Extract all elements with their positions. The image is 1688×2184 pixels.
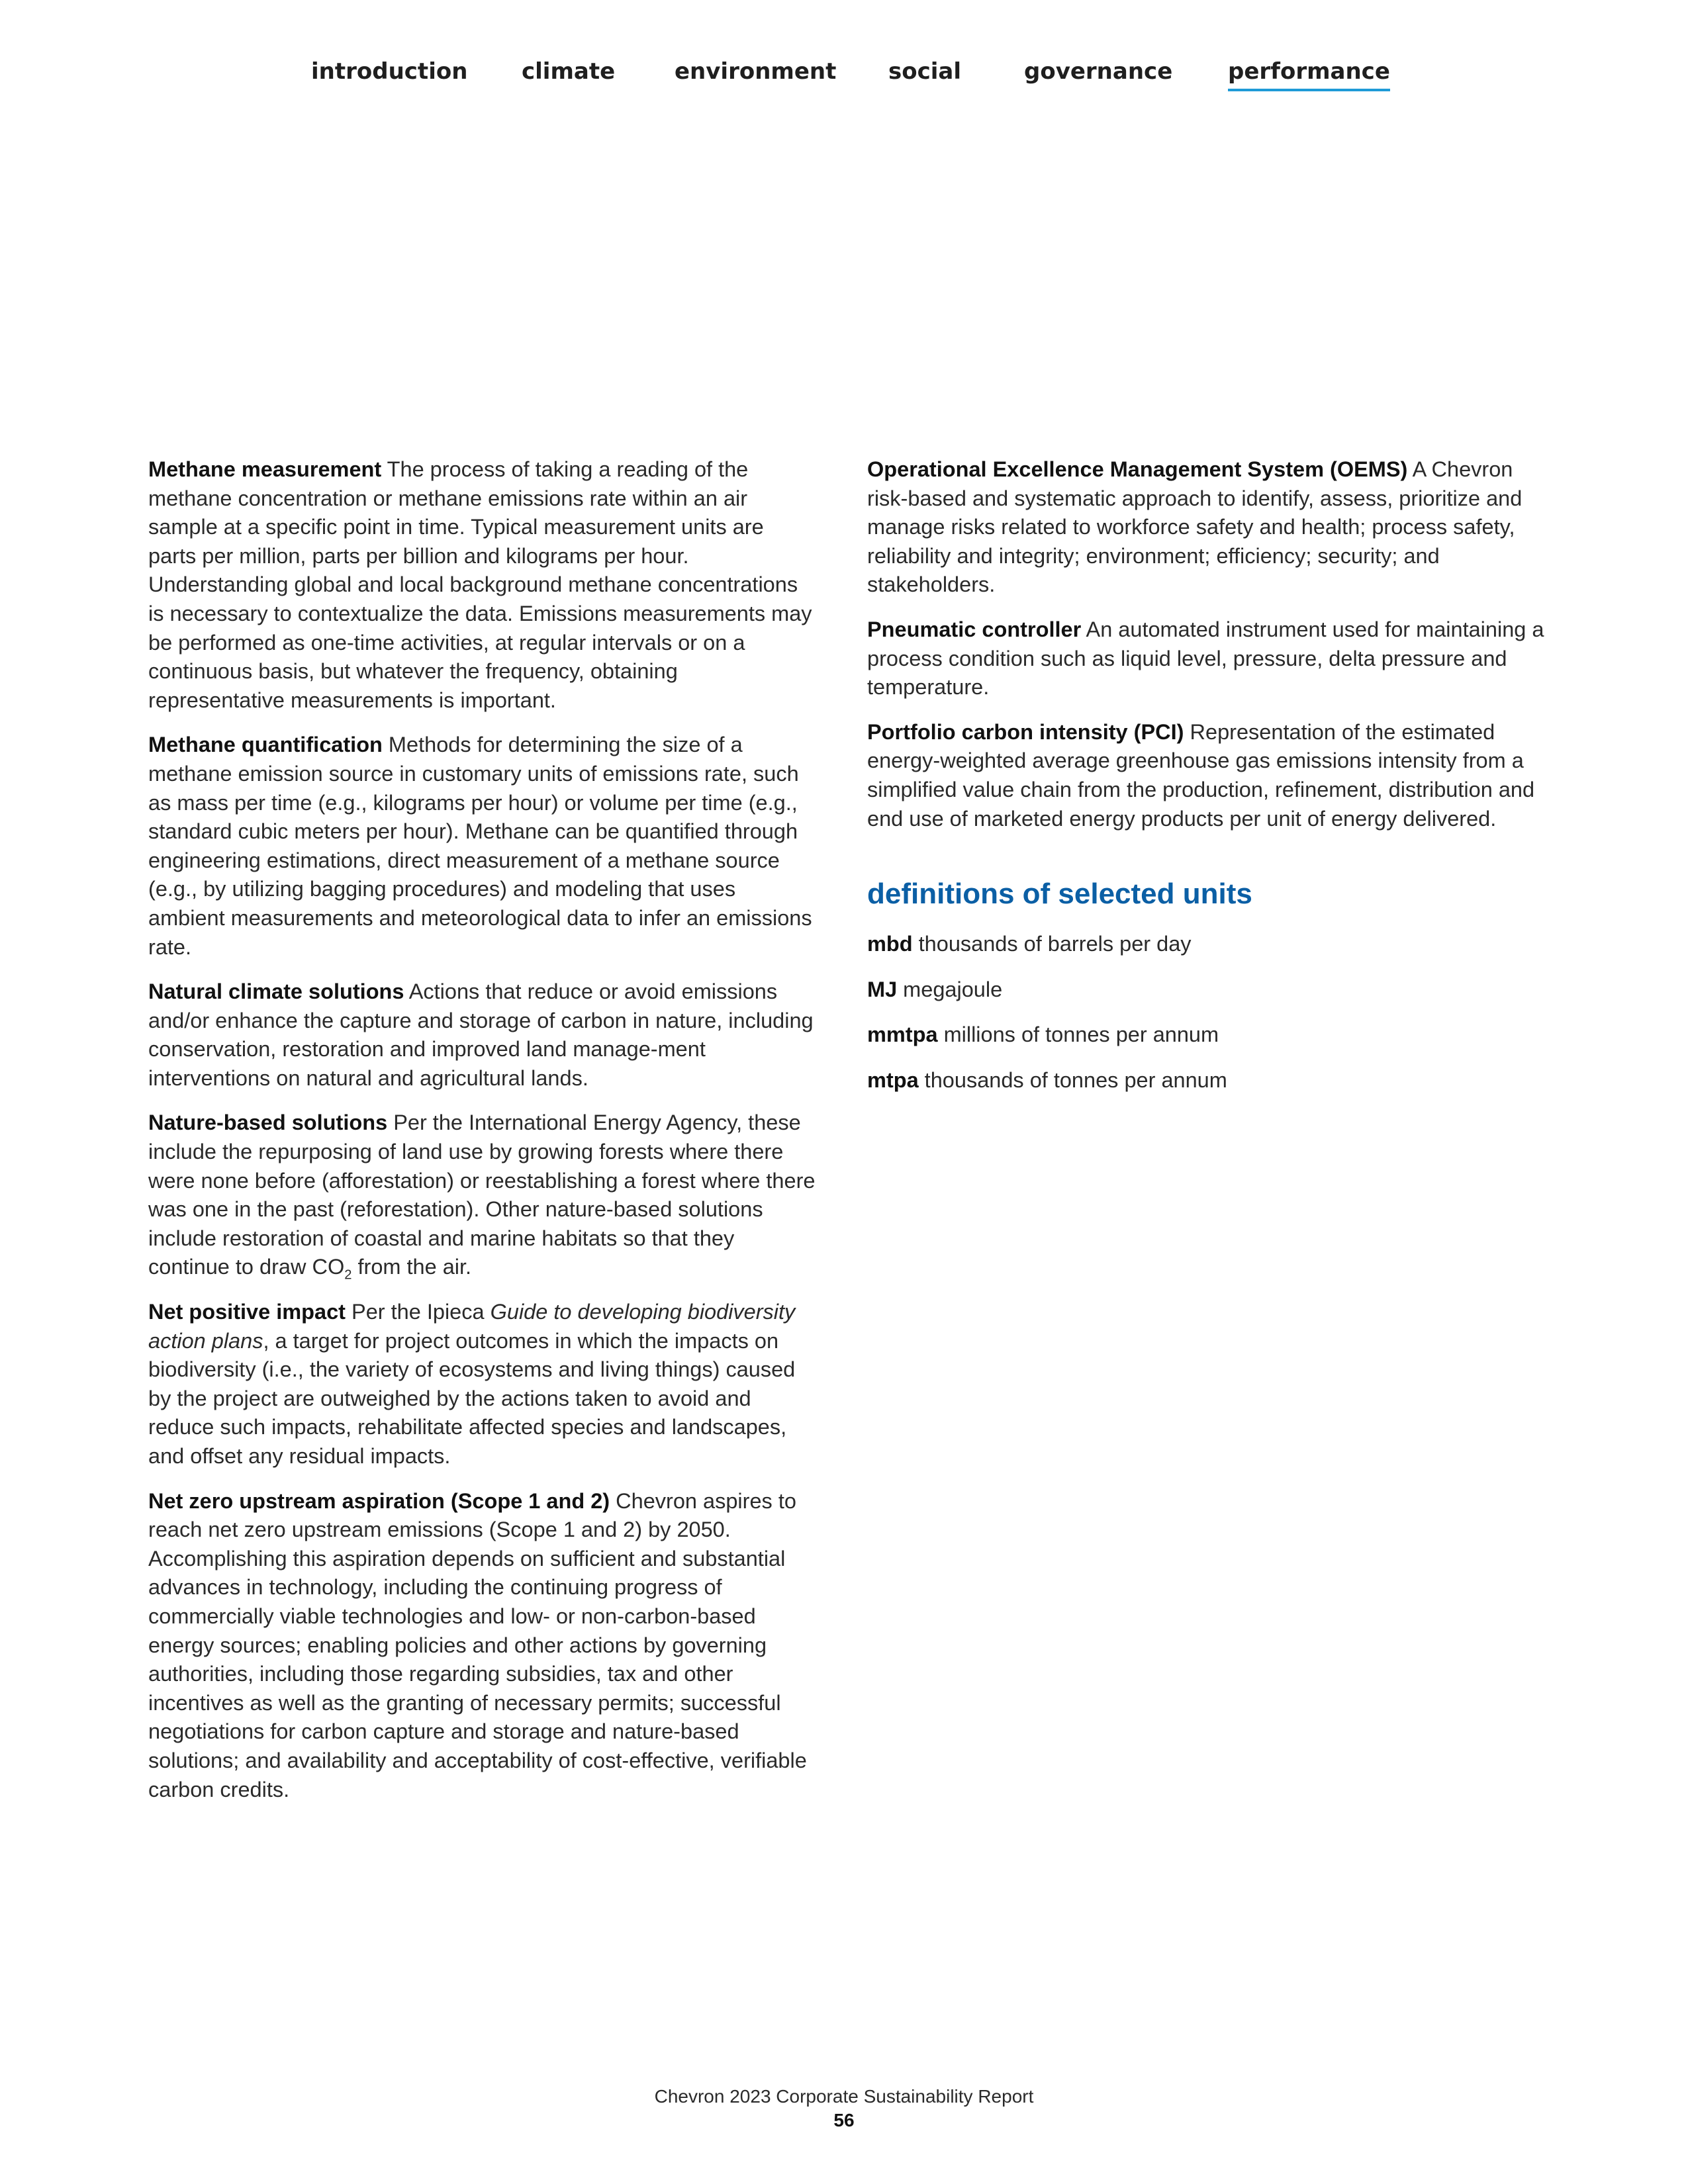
glossary-definition: The process of taking a reading of the methane concentration or methane emissions rate within an air sample at a specific point in time. Typical measurement units are parts per million, parts per billion and kilograms per hour. Understanding global and local background methane concentrations is necessary to contextualize the data. Emissions measurements may be performed as one-time activities, at regular intervals or on a continuous basis, but whatever the frequency, obtaining representative measurements is important. [148, 457, 812, 712]
unit-entry-mtpa [867, 1066, 1549, 1095]
glossary-entry-methane-measurement [148, 455, 817, 715]
glossary-term: Portfolio carbon intensity (PCI) [867, 719, 1184, 744]
nav-tab-social[interactable]: social [888, 58, 962, 85]
unit-abbreviation: MJ [867, 977, 898, 1001]
unit-entry-mj [867, 976, 1549, 1005]
glossary-definition: Chevron aspires to reach net zero upstream emissions (Scope 1 and 2) by 2050. Accomplishing this aspiration depends on sufficient and substantial advances in technology, including the continuing progress of commercially viable technologies and low- or non-carbon-based energy sources; enabling policies and other actions by governing authorities, including those regarding subsidies, tax and other incentives as well as the granting of necessary permits; successful negotiations for carbon capture and storage and nature-based solutions; and availability and acceptability of cost-effective, verifiable carbon credits. [148, 1488, 807, 1801]
glossary-term: Methane quantification [148, 733, 383, 757]
glossary-definition: Actions that reduce or avoid emissions and/or enhance the capture and storage of carbon in nature, including conservation, restoration and improved land manage-ment interventions on natural and agricultural lands. [148, 979, 814, 1090]
unit-abbreviation: mtpa [867, 1068, 919, 1092]
publication-title: Guide to developing biodiversity action plans [148, 1300, 796, 1353]
nav-tab-introduction[interactable]: introduction [311, 58, 468, 85]
glossary-definition: A Chevron risk-based and systematic approach to identify, assess, prioritize and manage risks related to workforce safety and health; process safety, reliability and integrity; environment; efficiency; security; and stakeholders. [867, 457, 1523, 597]
glossary-entry-natural-climate-solutions [148, 978, 817, 1093]
glossary-entry-nature-based-solutions [148, 1109, 817, 1282]
glossary-definition-end: , a target for project outcomes in which the impacts on biodiversity (i.e., the variety of ecosystems and living things) caused by the project are outweighed by the actions taken to avoid and reduce such impacts, rehabilitate affected species and landscapes, and offset any residual impacts. [148, 1328, 796, 1468]
unit-entry-mmtpa [867, 1021, 1549, 1050]
page-footer [0, 2085, 1688, 2132]
glossary-term: Methane measurement [148, 457, 382, 481]
glossary-left-column [148, 455, 817, 1820]
glossary-entry-net-zero-upstream [148, 1487, 817, 1805]
page-number: 56 [833, 2110, 855, 2130]
units-section-heading: definitions of selected units [867, 878, 1252, 911]
nav-tab-performance[interactable]: performance [1228, 58, 1390, 91]
glossary-term: Operational Excellence Management System (OEMS) [867, 457, 1408, 481]
glossary-term: Net zero upstream aspiration (Scope 1 and 2) [148, 1488, 610, 1513]
unit-definition: megajoule [897, 977, 1003, 1001]
nav-tab-environment[interactable]: environment [675, 58, 837, 85]
glossary-entry-pneumatic-controller [867, 615, 1549, 702]
unit-definition: thousands of barrels per day [912, 932, 1192, 956]
glossary-definition: An automated instrument used for maintaining a process condition such as liquid level, pressure, delta pressure and temperature. [867, 617, 1544, 700]
subscript: 2 [344, 1267, 352, 1283]
unit-abbreviation: mbd [867, 932, 913, 956]
glossary-definition: Representation of the estimated energy-weighted average greenhouse gas emissions intensity from a simplified value chain from the production, refinement, distribution and end use of marketed energy products per unit of energy delivered. [867, 719, 1535, 831]
glossary-term: Pneumatic controller [867, 617, 1082, 641]
unit-definition: thousands of tonnes per annum [918, 1068, 1227, 1092]
glossary-entry-oems [867, 455, 1549, 600]
glossary-entry-methane-quantification [148, 731, 817, 962]
report-title: Chevron 2023 Corporate Sustainability Report [654, 2086, 1034, 2107]
top-navigation [0, 58, 1688, 111]
unit-definition: millions of tonnes per annum [937, 1023, 1219, 1047]
glossary-term: Natural climate solutions [148, 979, 404, 1004]
glossary-entry-pci [867, 718, 1549, 833]
unit-entry-mbd [867, 930, 1549, 959]
glossary-definition: Per the International Energy Agency, these include the repurposing of land use by growing forests where there were none before (afforestation) or reestablishing a forest where there was one in the past (reforestation). Other nature-based solutions include restoration of coastal and marine habitats so that they continue to draw CO [148, 1111, 816, 1279]
glossary-definition: Per the Ipieca [346, 1300, 491, 1324]
glossary-term: Net positive impact [148, 1300, 346, 1324]
nav-tab-governance[interactable]: governance [1024, 58, 1173, 85]
glossary-entry-net-positive-impact [148, 1298, 817, 1471]
unit-abbreviation: mmtpa [867, 1023, 938, 1047]
glossary-definition-end: from the air. [352, 1255, 472, 1279]
nav-tab-climate[interactable]: climate [522, 58, 616, 85]
glossary-right-column [867, 455, 1549, 1112]
glossary-definition: Methods for determining the size of a methane emission source in customary units of emissions rate, such as mass per time (e.g., kilograms per hour) or volume per time (e.g., standard cubic meters per hour). Methane can be quantified through engineering estimations, direct measurement of a methane source (e.g., by utilizing bagging procedures) and modeling that uses ambient measurements and meteorological data to infer an emissions rate. [148, 733, 812, 959]
glossary-term: Nature-based solutions [148, 1111, 388, 1135]
